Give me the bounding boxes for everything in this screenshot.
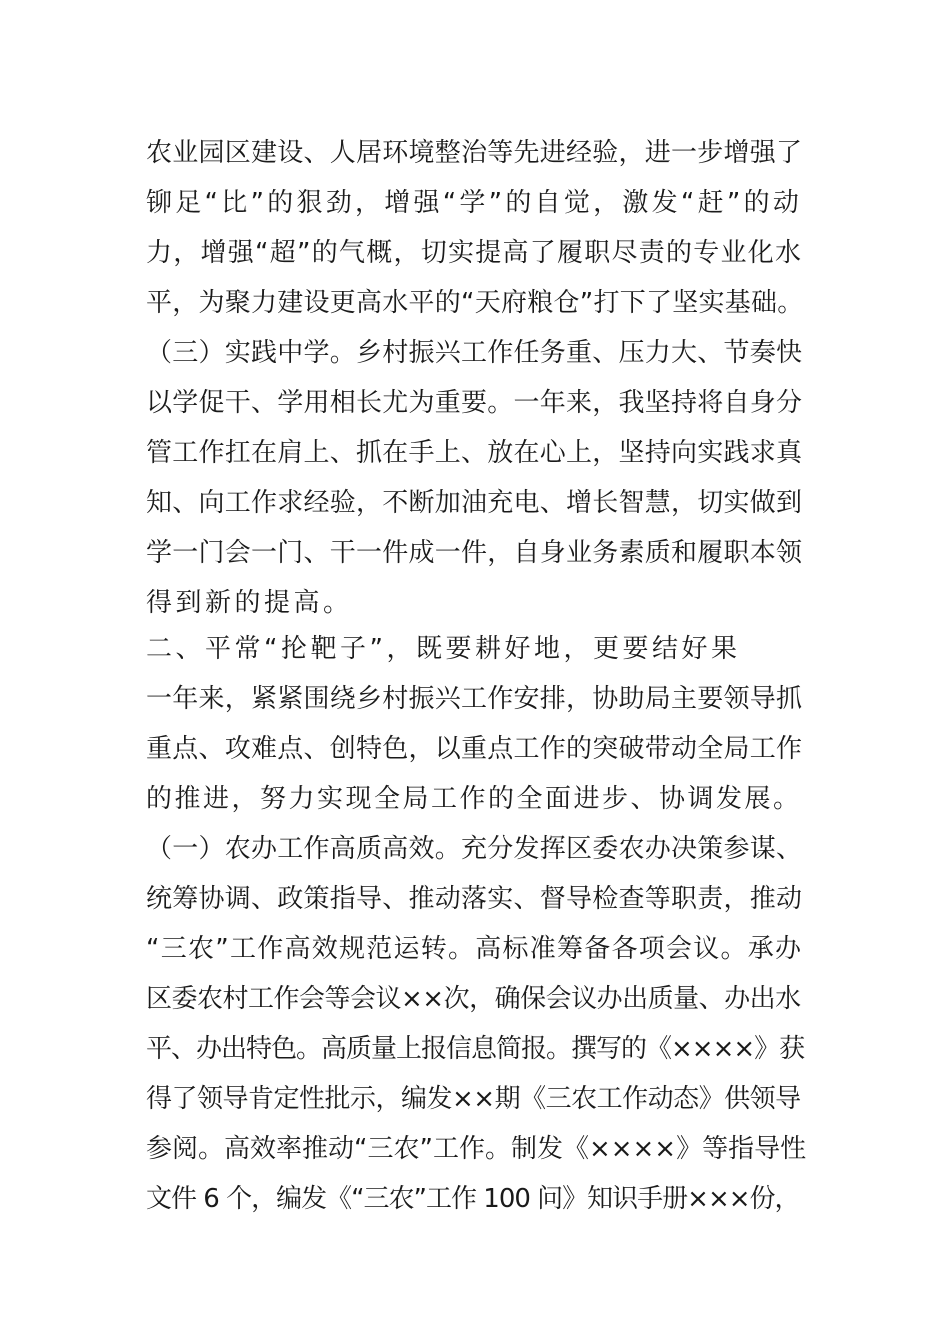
text-line: 参阅。高效率推动“三农”工作。制发《××××》等指导性 (146, 1134, 807, 1164)
text-line: 知、向工作求经验，不断加油充电、增长智慧，切实做到 (146, 488, 803, 518)
text-line: 以学促干、学用相长尤为重要。一年来，我坚持将自身分 (146, 388, 803, 418)
text-line: 文件 6 个，编发《“三农”工作 100 问》知识手册×××份， (146, 1184, 800, 1214)
text-line: 平、办出特色。高质量上报信息简报。撰写的《××××》获 (146, 1034, 805, 1064)
text-line: 的推进，努力实现全局工作的全面进步、协调发展。 (146, 784, 802, 814)
text-line: 农业园区建设、人居环境整治等先进经验，进一步增强了 (146, 138, 803, 168)
section-heading: （三）实践中学。乡村振兴工作任务重、压力大、节奏快 (146, 338, 803, 368)
text-line: 重点、攻难点、创特色，以重点工作的突破带动全局工作 (146, 734, 803, 764)
section-heading: （一）农办工作高质高效。充分发挥区委农办决策参谋、 (146, 834, 803, 864)
section-heading: 二、平常“抡靶子”，既要耕好地，更要结好果 (146, 634, 741, 664)
text-line: 力，增强“超”的气概，切实提高了履职尽责的专业化水 (146, 238, 803, 268)
text-line: 区委农村工作会等会议××次，确保会议办出质量、办出水 (146, 984, 801, 1014)
text-line: 铆足“比”的狠劲，增强“学”的自觉，激发“赶”的动 (146, 188, 803, 218)
text-line: 管工作扛在肩上、抓在手上、放在心上，坚持向实践求真 (146, 438, 803, 468)
text-line: “三农”工作高效规范运转。高标准筹备各项会议。承办 (146, 934, 803, 964)
text-line: 得到新的提高。 (146, 588, 353, 618)
text-line: 平，为聚力建设更高水平的“天府粮仓”打下了坚实基础。 (146, 288, 804, 318)
text-line: 得了领导肯定性批示，编发××期《三农工作动态》供领导 (146, 1084, 801, 1114)
text-line: 学一门会一门、干一件成一件，自身业务素质和履职本领 (146, 538, 803, 568)
text-line: 一年来，紧紧围绕乡村振兴工作安排，协助局主要领导抓 (146, 684, 803, 714)
text-line: 统筹协调、政策指导、推动落实、督导检查等职责，推动 (146, 884, 803, 914)
